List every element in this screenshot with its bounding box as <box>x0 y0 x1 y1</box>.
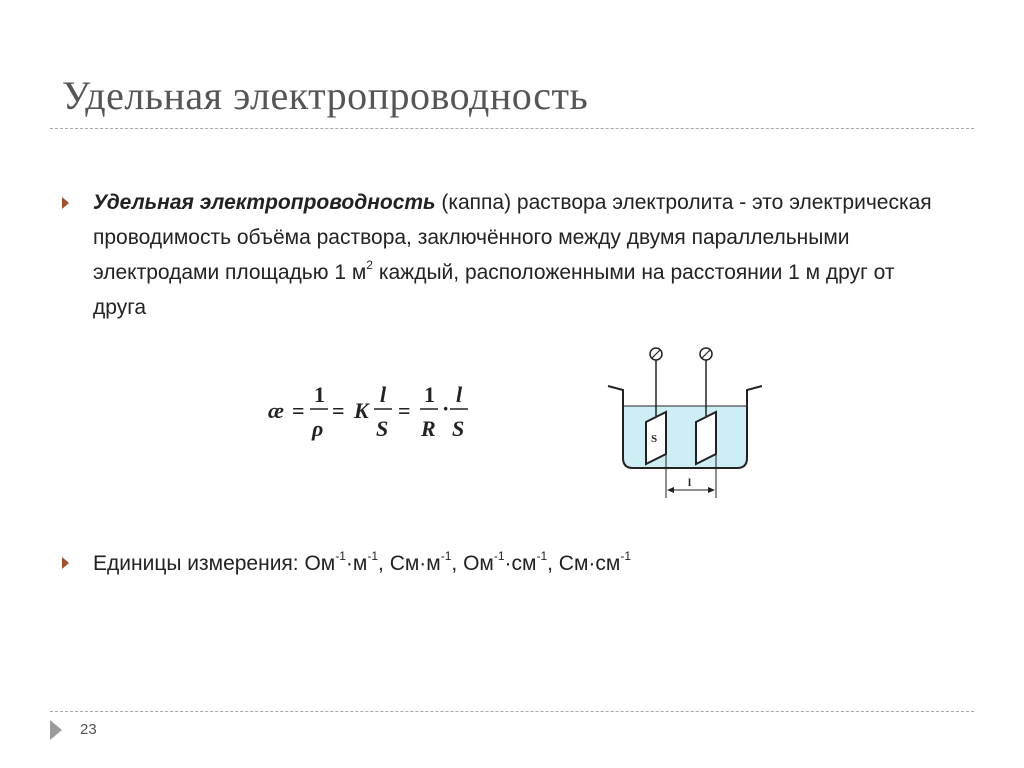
units-exponent: -1 <box>536 549 548 563</box>
formula-num-2: 1 <box>424 382 435 407</box>
units-exponent: -1 <box>440 549 452 563</box>
definition-paragraph <box>93 185 953 325</box>
page-arrow-icon <box>50 720 62 740</box>
electrode-right <box>696 412 716 464</box>
units-exponent: -1 <box>620 549 632 563</box>
units-text: ·м <box>345 552 368 575</box>
formula-eq-2: = <box>332 398 345 423</box>
area-exponent: 2 <box>366 258 373 272</box>
definition-text: (каппа) раствора электролита - это электрическая проводимость объёма раствора, заключённого между двумя параллельными электродами площадью 1 м <box>93 191 932 284</box>
formula-R: R <box>421 416 436 441</box>
formula-num-1: 1 <box>314 382 325 407</box>
conductivity-formula <box>266 376 476 446</box>
bullet-arrow-icon <box>62 557 69 569</box>
definition-text-end: каждый, расположенными на расстоянии 1 м друг от друга <box>93 261 895 319</box>
formula-kappa: æ <box>268 398 284 423</box>
solution-fill <box>623 406 747 468</box>
footer-divider <box>50 711 974 712</box>
formula-dot: · <box>442 396 450 421</box>
formula-S-2: S <box>452 416 465 441</box>
units-exponent: -1 <box>493 549 505 563</box>
formula-rho: ρ <box>312 416 324 441</box>
formula-K: K <box>354 398 369 423</box>
dimension-arrow-left-icon <box>667 487 674 493</box>
dimension-arrow-right-icon <box>708 487 715 493</box>
formula-eq-3: = <box>398 398 411 423</box>
definition-term: Удельная электропроводность <box>93 191 436 214</box>
units-text: , Ом <box>451 552 494 575</box>
formula-l-1: l <box>380 382 387 407</box>
units-exponent: -1 <box>367 549 379 563</box>
formula-eq-1: = <box>292 398 305 423</box>
bullet-arrow-icon <box>62 197 69 209</box>
units-text: , См·м <box>378 552 441 575</box>
units-text: ·см <box>504 552 537 575</box>
page-number: 23 <box>80 721 97 738</box>
formula-l-2: l <box>456 382 463 407</box>
title-divider <box>50 128 974 129</box>
units-text: Единицы измерения: Ом <box>93 552 336 575</box>
distance-label: l <box>688 477 692 489</box>
electrode-area-label: S <box>651 433 658 445</box>
terminal-left-slash <box>652 350 660 358</box>
slide-title: Удельная электропроводность <box>62 73 589 118</box>
units-paragraph <box>93 546 953 581</box>
conductivity-cell-diagram <box>600 340 770 505</box>
units-text: , См·см <box>547 552 621 575</box>
units-exponent: -1 <box>335 549 346 563</box>
formula-S-1: S <box>376 416 389 441</box>
terminal-right-slash <box>702 350 710 358</box>
